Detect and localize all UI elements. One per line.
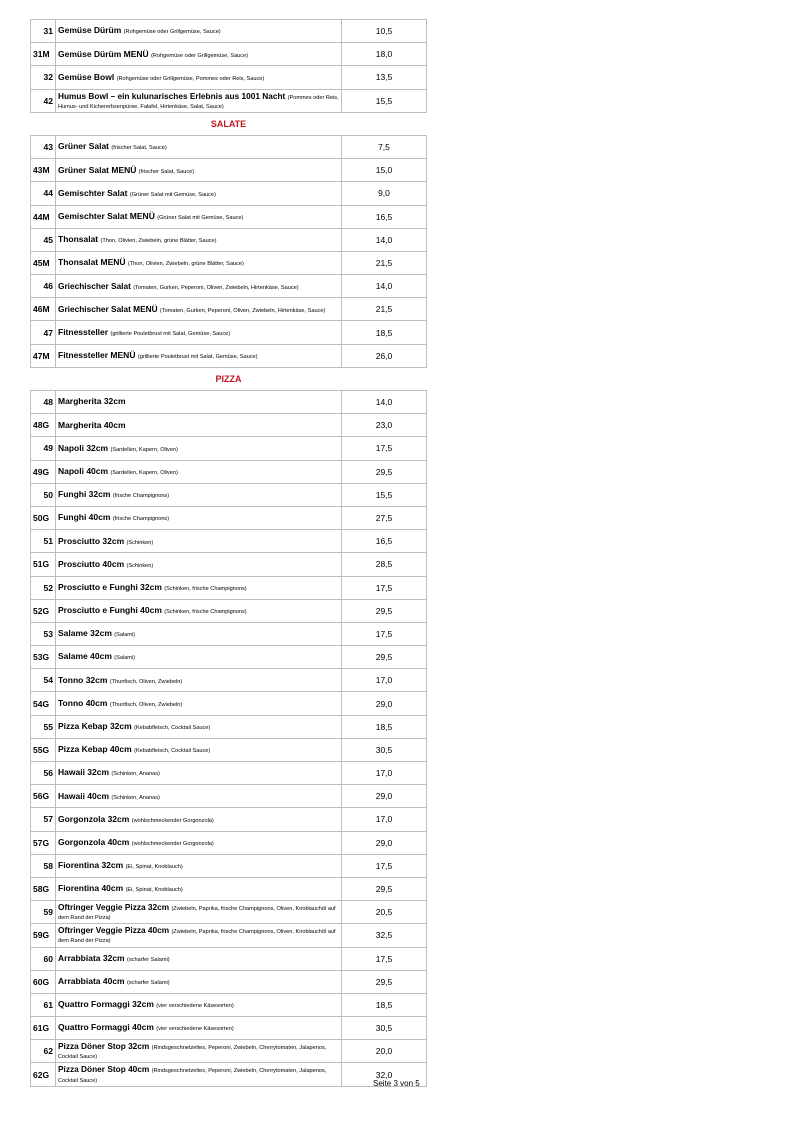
item-price: 29,5: [375, 466, 393, 477]
item-number: 51G: [31, 553, 56, 575]
menu-item-row: [30, 181, 427, 204]
item-number: 42: [31, 90, 56, 112]
item-price: 17,0: [375, 675, 393, 686]
item-name: Gemischter Salat: [58, 187, 128, 198]
item-number: 58G: [31, 878, 56, 900]
item-number: 57: [31, 808, 56, 830]
menu-item-row: [30, 251, 427, 274]
item-price: 23,0: [375, 420, 393, 431]
item-price: 18,0: [375, 49, 393, 60]
item-description: [56, 924, 342, 946]
item-name: Pizza Kebap 40cm: [58, 744, 132, 755]
item-details: (Rindsgeschnetzeltes, Peperoni, Zwiebeln, Cherrytomaten, Jalapenos, Cocktail Sauce): [58, 1068, 327, 1084]
item-name: Prosciutto 32cm: [58, 535, 125, 546]
menu-item-row: [30, 761, 427, 784]
item-number: 52: [31, 577, 56, 599]
item-description: [56, 1063, 342, 1085]
menu-item-row: [30, 622, 427, 645]
menu-item-row: [30, 877, 427, 900]
item-name: Thonsalat MENÜ: [58, 257, 126, 268]
item-description: [56, 530, 342, 552]
item-description: [56, 901, 342, 923]
item-details: (Ei, Spinat, Knoblauch): [125, 887, 183, 894]
item-price: 29,5: [375, 652, 393, 663]
item-name: Tonno 40cm: [58, 697, 108, 708]
menu-item-row: [30, 483, 427, 506]
item-price: 30,5: [375, 1023, 393, 1034]
item-name: Hawaii 40cm: [58, 790, 110, 801]
item-description: [56, 577, 342, 599]
menu-item-row: [30, 320, 427, 343]
section-heading: SALATE: [30, 112, 427, 135]
menu-item-row: [30, 691, 427, 714]
item-name: Quattro Formaggi 40cm: [58, 1022, 154, 1033]
menu-item-row: [30, 529, 427, 552]
menu-table: [30, 19, 427, 1087]
menu-item-row: [30, 436, 427, 459]
menu-item-row: [30, 576, 427, 599]
item-name: Napoli 40cm: [58, 465, 109, 476]
item-details: (scharfer Salami): [127, 980, 170, 987]
item-name: Gemüse Dürüm: [58, 25, 122, 36]
item-name: Gemüse Dürüm MENÜ: [58, 48, 149, 59]
item-description: [56, 20, 342, 42]
menu-item-row: [30, 135, 427, 158]
item-name: Grüner Salat MENÜ: [58, 164, 137, 175]
item-name: Quattro Formaggi 32cm: [58, 999, 154, 1010]
item-number: 52G: [31, 600, 56, 622]
item-details: (Grüner Salat mit Gemüse, Sauce): [129, 191, 216, 198]
item-description: [56, 1040, 342, 1062]
item-name: Gorgonzola 40cm: [58, 836, 130, 847]
item-number: 43: [31, 136, 56, 158]
item-description: [56, 206, 342, 228]
item-details: (Rohgemüse oder Grillgemüse, Sauce): [151, 52, 249, 59]
menu-item-row: [30, 1062, 427, 1085]
item-description: [56, 855, 342, 877]
item-details: (Kebabfleisch, Cocktail Sauce): [134, 725, 211, 732]
item-price: 9,0: [378, 188, 390, 199]
menu-item-row: [30, 947, 427, 970]
item-description: [56, 345, 342, 367]
item-name: Napoli 32cm: [58, 442, 109, 453]
item-price: 13,5: [375, 72, 393, 83]
menu-item-row: [30, 552, 427, 575]
item-name: Arrabbiata 40cm: [58, 976, 125, 987]
item-description: [56, 66, 342, 88]
item-price: 20,0: [375, 1046, 393, 1057]
menu-item-row: [30, 65, 427, 88]
item-details: (Tomaten, Gurken, Peperoni, Oliven, Zwiebeln, Hirtenkäse, Sauce): [159, 307, 326, 314]
item-description: [56, 971, 342, 993]
item-price: 17,0: [375, 768, 393, 779]
item-price: 14,0: [375, 281, 393, 292]
item-description: [56, 785, 342, 807]
item-number: 43M: [31, 159, 56, 181]
item-description: [56, 832, 342, 854]
item-details: (Zwiebeln, Paprika, frische Champignons, Oliven, Knoblauchöl auf dem Rand der Pizza): [58, 906, 336, 922]
item-description: [56, 437, 342, 459]
item-details: (Schinken, frische Champignons): [164, 609, 247, 616]
item-number: 54G: [31, 692, 56, 714]
item-price: 18,5: [375, 327, 393, 338]
item-description: [56, 646, 342, 668]
item-details: (frische Champignons): [112, 516, 170, 523]
item-price: 30,5: [375, 744, 393, 755]
menu-item-row: [30, 923, 427, 946]
item-number: 49: [31, 437, 56, 459]
menu-item-row: [30, 413, 427, 436]
item-price: 7,5: [378, 142, 390, 153]
item-price: 29,5: [375, 605, 393, 616]
item-price: 14,0: [375, 397, 393, 408]
item-name: Griechischer Salat MENÜ: [58, 303, 158, 314]
item-details: (frische Champignons): [112, 493, 170, 500]
item-number: 62G: [31, 1063, 56, 1085]
item-name: Oftringer Veggie Pizza 40cm: [58, 925, 170, 936]
item-details: (Schinken): [126, 539, 154, 546]
item-number: 46M: [31, 298, 56, 320]
menu-item-row: [30, 42, 427, 65]
item-description: [56, 1017, 342, 1039]
item-number: 54: [31, 669, 56, 691]
menu-item-row: [30, 390, 427, 413]
item-name: Funghi 32cm: [58, 489, 111, 500]
item-description: [56, 298, 342, 320]
item-description: [56, 669, 342, 691]
item-description: [56, 321, 342, 343]
menu-item-row: [30, 900, 427, 923]
item-number: 47: [31, 321, 56, 343]
item-description: [56, 461, 342, 483]
item-number: 56: [31, 762, 56, 784]
menu-item-row: [30, 993, 427, 1016]
item-name: Tonno 32cm: [58, 674, 108, 685]
item-description: [56, 623, 342, 645]
item-price: 29,5: [375, 884, 393, 895]
item-details: (Rindsgeschnetzeltes, Peperoni, Zwiebeln, Cherrytomaten, Jalapenos, Cocktail Sauce): [58, 1045, 327, 1061]
item-description: [56, 553, 342, 575]
item-price: 15,0: [375, 165, 393, 176]
item-details: (Thon, Olivien, Zwiebeln, grüne Blätter, Sauce): [127, 261, 244, 268]
item-details: (Schinken, frische Champignons): [164, 585, 247, 592]
item-price: 21,5: [375, 304, 393, 315]
item-description: [56, 994, 342, 1016]
item-description: [56, 739, 342, 761]
item-details: (Pommes oder Reis, Humus- und Kichererbsenpüree, Falafel, Hirtenkäse, Salat, Sauce): [58, 94, 339, 110]
menu-item-row: [30, 1016, 427, 1039]
item-description: [56, 716, 342, 738]
menu-item-row: [30, 645, 427, 668]
item-price: 16,5: [375, 211, 393, 222]
menu-item-row: [30, 205, 427, 228]
section-heading: PIZZA: [30, 367, 427, 390]
item-price: 15,5: [375, 95, 393, 106]
menu-item-row: [30, 970, 427, 993]
item-price: 14,0: [375, 234, 393, 245]
item-details: (frischer Salat, Sauce): [111, 145, 167, 152]
menu-item-row: [30, 19, 427, 42]
item-name: Fitnessteller: [58, 326, 109, 337]
item-name: Griechischer Salat: [58, 280, 131, 291]
item-number: 53: [31, 623, 56, 645]
item-price: 18,5: [375, 721, 393, 732]
item-number: 31: [31, 20, 56, 42]
item-description: [56, 182, 342, 204]
item-details: (Sardellen, Kapern, Oliven): [110, 446, 178, 453]
item-description: [56, 507, 342, 529]
item-name: Oftringer Veggie Pizza 32cm: [58, 902, 170, 913]
item-name: Margherita 32cm: [58, 396, 126, 407]
item-name: Prosciutto e Funghi 40cm: [58, 605, 162, 616]
menu-item-row: [30, 854, 427, 877]
item-price: 17,5: [375, 860, 393, 871]
item-details: (grillierte Pouletbrust mit Salat, Gemüse, Sauce): [110, 330, 231, 337]
item-number: 56G: [31, 785, 56, 807]
menu-item-row: [30, 715, 427, 738]
item-name: Fitnessteller MENÜ: [58, 350, 136, 361]
item-price: 17,0: [375, 814, 393, 825]
item-number: 59: [31, 901, 56, 923]
item-details: (Grüner Salat mit Gemüse, Sauce): [157, 214, 244, 221]
item-description: [56, 600, 342, 622]
item-details: (Schinken): [126, 562, 154, 569]
item-name: Prosciutto 40cm: [58, 558, 125, 569]
item-number: 48: [31, 391, 56, 413]
item-name: Prosciutto e Funghi 32cm: [58, 581, 162, 592]
table-bottom-border: [30, 1086, 427, 1087]
item-name: Fiorentina 32cm: [58, 860, 124, 871]
item-name: Funghi 40cm: [58, 512, 111, 523]
item-number: 55: [31, 716, 56, 738]
item-number: 45M: [31, 252, 56, 274]
item-details: (Kebabfleisch, Cocktail Sauce): [134, 748, 211, 755]
item-description: [56, 275, 342, 297]
item-price: 28,5: [375, 559, 393, 570]
item-name: Arrabbiata 32cm: [58, 952, 125, 963]
item-details: (wohlschmeckender Gorgonzola): [131, 817, 214, 824]
item-description: [56, 414, 342, 436]
item-description: [56, 692, 342, 714]
item-price: 17,5: [375, 628, 393, 639]
item-details: (Rohgemüse oder Grillgemüse, Sauce): [123, 29, 221, 36]
item-price: 10,5: [375, 26, 393, 37]
menu-item-row: [30, 297, 427, 320]
item-number: 60: [31, 948, 56, 970]
item-name: Salame 32cm: [58, 628, 112, 639]
item-number: 44: [31, 182, 56, 204]
menu-item-row: [30, 831, 427, 854]
page-footer: Seite 3 von 5: [373, 1079, 420, 1088]
item-number: 55G: [31, 739, 56, 761]
item-description: [56, 391, 342, 413]
item-description: [56, 136, 342, 158]
item-number: 58: [31, 855, 56, 877]
item-description: [56, 808, 342, 830]
menu-item-row: [30, 344, 427, 367]
item-name: Pizza Döner Stop 32cm: [58, 1041, 150, 1052]
item-details: (Tomaten, Gurken, Peperoni, Oliven, Zwiebeln, Hirtenkäse, Sauce): [133, 284, 299, 291]
item-details: (wohlschmeckender Gorgonzola): [131, 840, 214, 847]
item-price: 32,5: [375, 930, 393, 941]
item-price: 29,5: [375, 976, 393, 987]
item-price: 27,5: [375, 513, 393, 524]
item-name: Pizza Döner Stop 40cm: [58, 1064, 150, 1075]
item-details: (Rohgemüse oder Grillgemüse, Pommes oder Reis, Sauce): [116, 75, 265, 82]
item-details: (Sardellen, Kapern, Oliven): [110, 469, 178, 476]
menu-item-row: [30, 599, 427, 622]
item-number: 47M: [31, 345, 56, 367]
item-price: 17,5: [375, 582, 393, 593]
item-number: 59G: [31, 924, 56, 946]
item-details: (Zwiebeln, Paprika, frische Champignons, Oliven, Knoblauchöl auf dem Rand der Pizza): [58, 929, 336, 945]
item-name: Gemischter Salat MENÜ: [58, 210, 155, 221]
item-number: 53G: [31, 646, 56, 668]
menu-item-row: [30, 158, 427, 181]
item-price: 32,0: [375, 1069, 393, 1080]
item-description: [56, 252, 342, 274]
menu-item-row: [30, 460, 427, 483]
item-number: 61: [31, 994, 56, 1016]
item-number: 60G: [31, 971, 56, 993]
item-number: 62: [31, 1040, 56, 1062]
item-name: Hawaii 32cm: [58, 767, 110, 778]
item-description: [56, 948, 342, 970]
item-number: 51: [31, 530, 56, 552]
item-name: Grüner Salat: [58, 141, 110, 152]
item-price: 21,5: [375, 257, 393, 268]
item-details: (Schinken, Ananas): [111, 794, 160, 801]
item-name: Thonsalat: [58, 234, 99, 245]
item-description: [56, 159, 342, 181]
item-name: Pizza Kebap 32cm: [58, 721, 132, 732]
menu-item-row: [30, 506, 427, 529]
item-number: 46: [31, 275, 56, 297]
item-number: 50: [31, 484, 56, 506]
item-number: 45: [31, 229, 56, 251]
item-number: 57G: [31, 832, 56, 854]
item-number: 31M: [31, 43, 56, 65]
item-number: 44M: [31, 206, 56, 228]
item-number: 32: [31, 66, 56, 88]
item-name: Humus Bowl – ein kulunarisches Erlebnis aus 1001 Nacht: [58, 90, 286, 101]
item-description: [56, 878, 342, 900]
item-price: 16,5: [375, 536, 393, 547]
item-details: (Thunfisch, Oliven, Zwiebeln): [109, 678, 183, 685]
item-name: Fiorentina 40cm: [58, 883, 124, 894]
menu-item-row: [30, 89, 427, 112]
item-details: (grillierte Pouletbrust mit Salat, Gemüse, Sauce): [137, 354, 258, 361]
item-number: 61G: [31, 1017, 56, 1039]
item-details: (Thunfisch, Oliven, Zwiebeln): [109, 701, 183, 708]
item-details: (Ei, Spinat, Knoblauch): [125, 864, 183, 871]
menu-item-row: [30, 738, 427, 761]
item-price: 29,0: [375, 698, 393, 709]
item-price: 26,0: [375, 350, 393, 361]
item-details: (Thon, Olivien, Zwiebeln, grüne Blätter, Sauce): [100, 238, 217, 245]
item-name: Gemüse Bowl: [58, 71, 115, 82]
item-price: 17,5: [375, 953, 393, 964]
item-price: 20,5: [375, 907, 393, 918]
item-details: (vier verschiedene Käsesorten): [156, 1003, 234, 1010]
item-details: (Salami): [114, 655, 136, 662]
menu-item-row: [30, 274, 427, 297]
item-description: [56, 43, 342, 65]
item-number: 49G: [31, 461, 56, 483]
item-name: Salame 40cm: [58, 651, 112, 662]
item-number: 50G: [31, 507, 56, 529]
menu-item-row: [30, 668, 427, 691]
item-description: [56, 762, 342, 784]
item-details: (Schinken, Ananas): [111, 771, 160, 778]
item-description: [56, 229, 342, 251]
item-price: 18,5: [375, 999, 393, 1010]
menu-item-row: [30, 807, 427, 830]
item-number: 48G: [31, 414, 56, 436]
item-name: Gorgonzola 32cm: [58, 813, 130, 824]
item-price: 17,5: [375, 443, 393, 454]
item-description: [56, 90, 342, 112]
item-details: (scharfer Salami): [127, 956, 170, 963]
menu-item-row: [30, 228, 427, 251]
menu-item-row: [30, 784, 427, 807]
item-details: (vier verschiedene Käsesorten): [156, 1026, 234, 1033]
menu-item-row: [30, 1039, 427, 1062]
item-name: Margherita 40cm: [58, 419, 126, 430]
item-price: 29,0: [375, 837, 393, 848]
item-price: 29,0: [375, 791, 393, 802]
item-details: (frischer Salat, Sauce): [138, 168, 195, 175]
item-price: 15,5: [375, 489, 393, 500]
item-description: [56, 484, 342, 506]
item-details: (Salami): [114, 632, 136, 639]
